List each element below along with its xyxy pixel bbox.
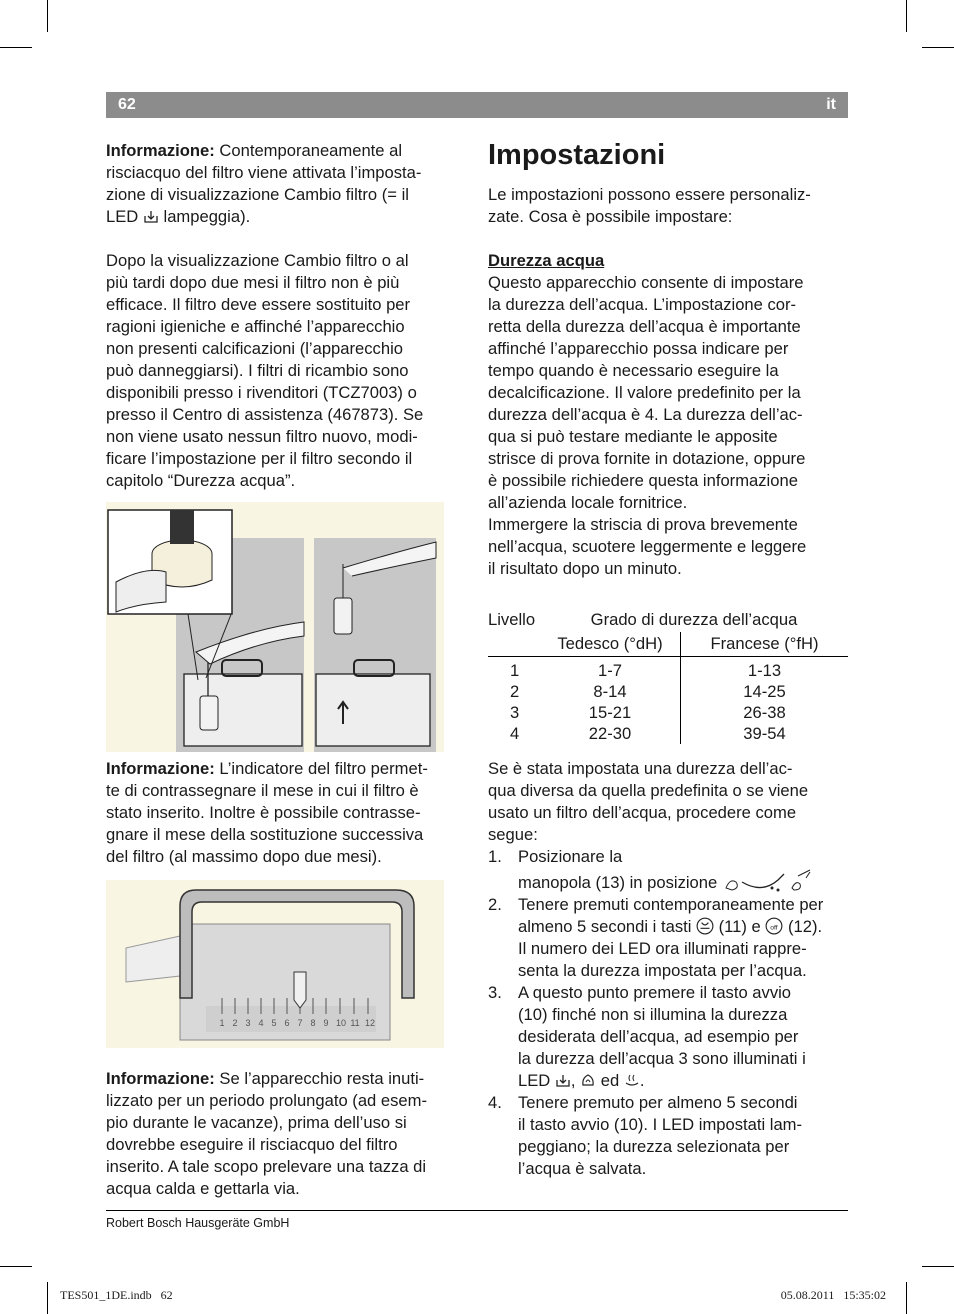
procedure-intro: Se è stata impostata una durezza dell’ac- qua diversa da quella predefinita o se viene usato un filtro dell’acqua, procedere come segue: — [488, 759, 809, 844]
hardness-table — [488, 608, 848, 744]
crop-mark — [922, 1266, 954, 1267]
filter-change-icon — [555, 1074, 571, 1088]
month-label: 3 — [245, 1018, 251, 1028]
key-11-icon — [696, 917, 714, 935]
month-label: 8 — [310, 1018, 316, 1028]
month-label: 9 — [323, 1018, 329, 1028]
month-label: 11 — [350, 1018, 360, 1028]
section-title: Impostazioni — [488, 139, 666, 171]
steam-icon — [624, 1072, 640, 1088]
hardness-table-wrapper — [488, 608, 848, 744]
col-level-header: Livello — [488, 610, 536, 629]
page-number: 62 — [118, 96, 136, 113]
month-label: 10 — [335, 1018, 347, 1028]
filter-month-indicator-illustration — [106, 880, 444, 1048]
crop-mark — [0, 1266, 32, 1267]
left-column — [106, 140, 466, 492]
right-column — [488, 138, 850, 580]
crop-mark — [47, 1282, 48, 1314]
crop-mark — [922, 47, 954, 48]
list-item: 1. Posizionare la manopola (13) in posizione — [488, 846, 850, 894]
info-paragraph-2: Informazione: L’indicatore del filtro permet- te di contrassegnare il mese in cui il filtro è stato inserito. Inoltre è possibile contrasse- gnare il mese della sostituzione successiva del filtro (al massimo dopo due mesi). — [106, 759, 428, 866]
crop-mark — [47, 0, 48, 32]
table-row: 3 15-21 26-38 — [510, 703, 786, 722]
list-item: 2. Tenere premuti contemporaneamente per almeno 5 secondi i tasti (11) e off (12). Il numero dei LED ora illuminati rappre- senta la durezza impostata per l’acqua. — [488, 895, 824, 980]
left-column-3 — [106, 1068, 466, 1200]
month-label: 7 — [297, 1018, 303, 1028]
water-hardness-section: Durezza acqua Questo apparecchio consente di impostare la durezza dell’acqua. L’impostazione cor- retta della durezza dell’acqua è importante affinché l’apparecchio possa indicare per tempo quando è necessario eseguire la decalcificazione. Il valore predefinito per la durezza dell’acqua è 4. La durezza dell’ac- qua si può testare mediante le apposite strisce di prova fornite in dotazione, oppure è possibile richiedere questa informazione all’azienda locale fornitrice. Immergere la striscia di prova brevemente nell’acqua, scuotere leggermente e leggere il risultato dopo un minuto. — [488, 251, 807, 578]
info-paragraph-1: Informazione: Contemporaneamente al risciacquo del filtro viene attivata l’imposta- zione di visualizzazione Cambio filtro (= il LED lampeggia). — [106, 141, 422, 226]
slug-date: 05.08.2011 15:35:02 — [780, 1288, 886, 1302]
col-fr-header: Francese (°fH) — [710, 634, 819, 653]
month-label: 2 — [232, 1018, 238, 1028]
intro-paragraph: Le impostazioni possono essere personaliz- zate. Cosa è possibile impostare: — [488, 185, 811, 226]
month-label: 5 — [271, 1018, 277, 1028]
col-group-header: Grado di durezza dell’acqua — [590, 610, 798, 629]
month-label: 4 — [258, 1018, 264, 1028]
off-key-icon — [765, 917, 783, 935]
left-column-2 — [106, 758, 466, 868]
crop-mark — [0, 47, 32, 48]
filter-change-icon — [143, 210, 159, 224]
footer-company: Robert Bosch Hausgeräte GmbH — [106, 1216, 290, 1230]
filter-insertion-illustration — [106, 502, 444, 752]
procedure-steps — [488, 846, 850, 1180]
table-row: 2 8-14 14-25 — [510, 682, 786, 701]
table-row: 1 1-7 1-13 — [488, 657, 848, 682]
crop-mark — [906, 1282, 907, 1314]
info-paragraph-3: Informazione: Se l’apparecchio resta inuti- lizzato per un periodo prolungato (ad esem- pio durante le vacanze), prima dell’uso si dovrebbe eseguire il risciacquo del filtro inserito. A tale scopo prelevare una tazza di acqua calda e gettarla via. — [106, 1069, 428, 1198]
descale-icon — [580, 1072, 596, 1088]
svg-text:off: off — [770, 924, 779, 932]
page-header-bar — [106, 92, 848, 118]
list-item: 4. Tenere premuto per almeno 5 secondi il tasto avvio (10). I LED impostati lam- peggiano; la durezza selezionata per l’acqua è salvata. — [488, 1093, 803, 1178]
filter-replacement-paragraph: Dopo la visualizzazione Cambio filtro o al più tardi dopo due mesi il filtro non è più efficace. Il filtro deve essere sostituito per ragioni igieniche e affinché l’apparecchio non presenti calcificazioni (l’apparecchio può danneggiarsi). I filtri di ricambio sono disponibili presso i rivenditori (TCZ7003) o presso il Centro di assistenza (467873). Se non viene usato nessun filtro nuovo, modi- ficare l’impostazione per il filtro secondo il capitolo “Durezza acqua”. — [106, 251, 424, 490]
subheading-water-hardness: Durezza acqua — [488, 251, 605, 270]
crop-mark — [906, 0, 907, 32]
list-item: 3. A questo punto premere il tasto avvio (10) finché non si illumina la durezza desiderata dell’acqua, ad esempio per la durezza dell’acqua 3 sono illuminati i LED , ed . — [488, 983, 806, 1090]
right-column-steps — [488, 758, 850, 1180]
footer-rule — [106, 1210, 848, 1211]
col-de-header: Tedesco (°dH) — [540, 632, 681, 657]
info-label: Informazione: — [106, 759, 215, 778]
table-row: 4 22-30 39-54 — [510, 724, 786, 743]
month-label: 6 — [284, 1018, 290, 1028]
info-label: Informazione: — [106, 141, 215, 160]
info-label: Informazione: — [106, 1069, 215, 1088]
dial-position-icon — [722, 868, 814, 894]
month-label: 12 — [364, 1018, 376, 1028]
month-label: 1 — [219, 1018, 225, 1028]
slug-file: TES501_1DE.indb 62 — [60, 1288, 173, 1302]
language-tag: it — [826, 96, 836, 113]
